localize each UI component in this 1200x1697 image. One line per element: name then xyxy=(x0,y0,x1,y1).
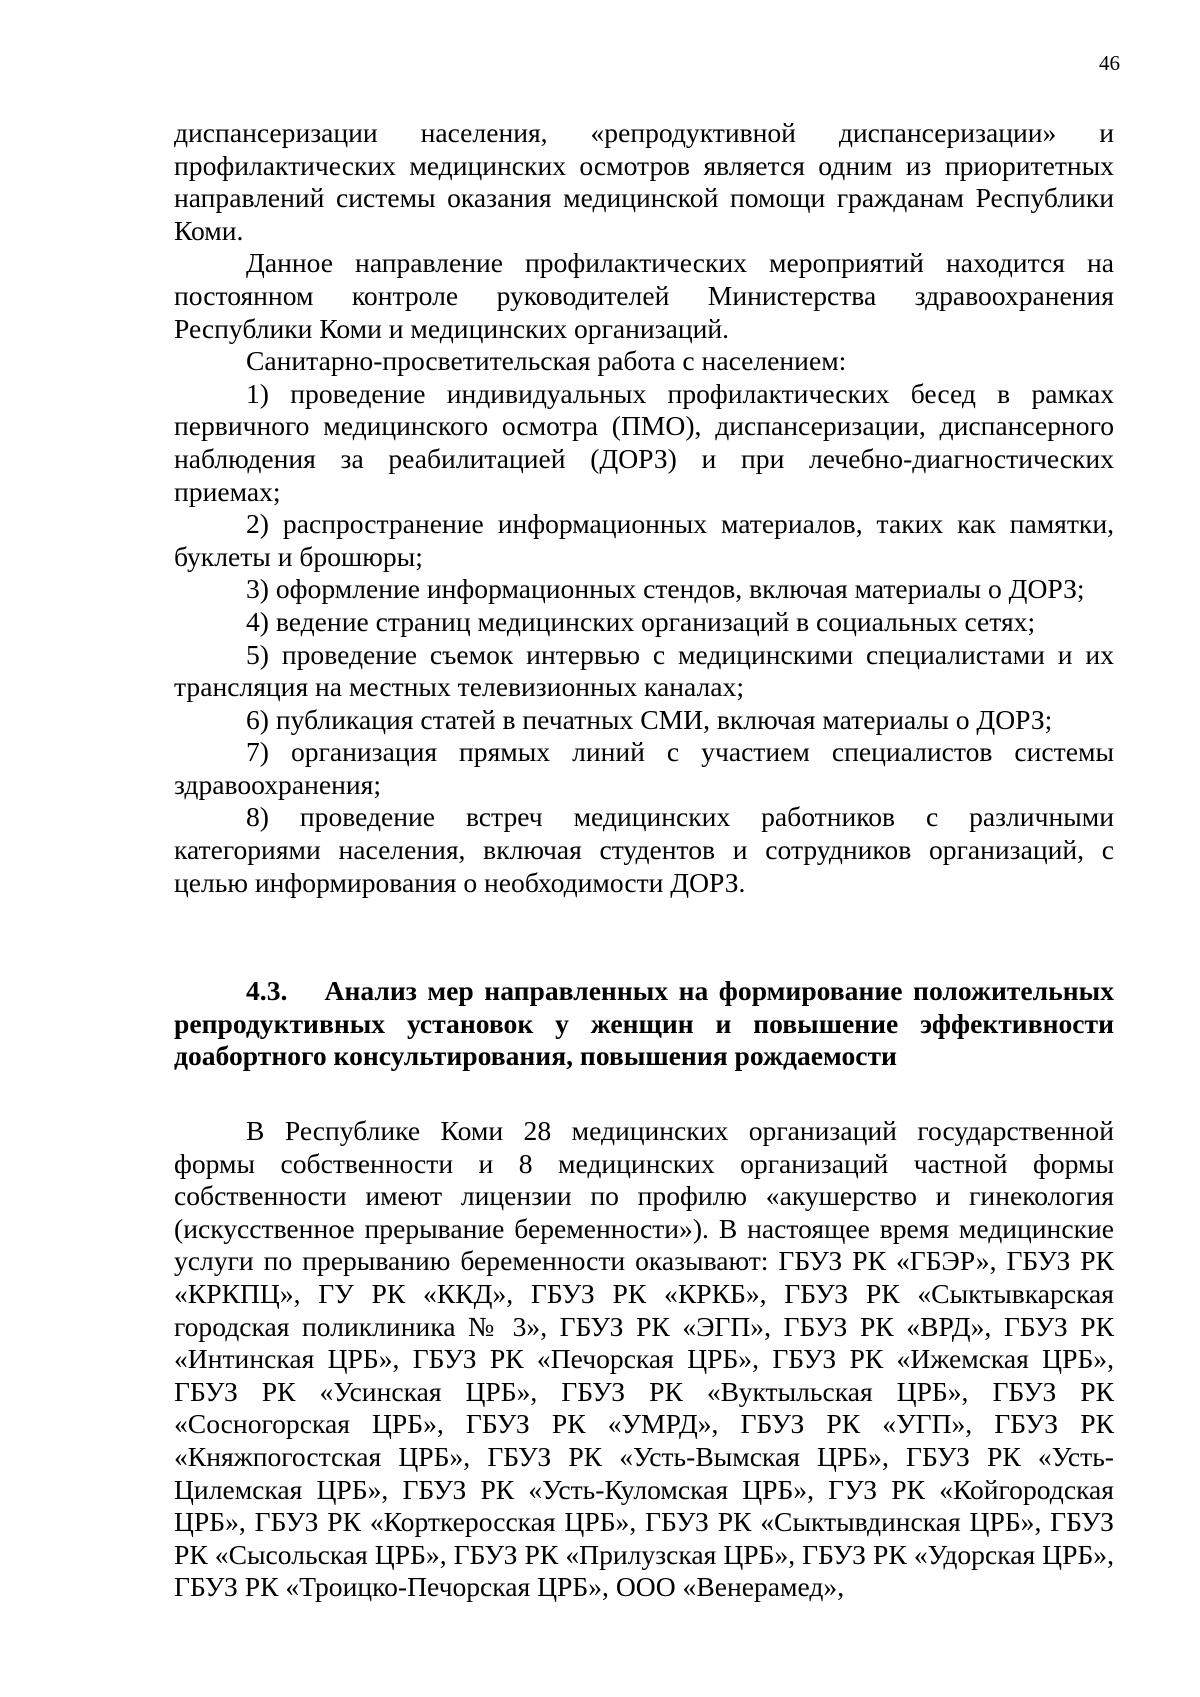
section-number: 4.3. xyxy=(246,975,288,1006)
list-item: 8) проведение встреч медицинских работников с различными категориями населения, включая студентов и сотрудников организаций, с целью информирования о необходимости ДОРЗ. xyxy=(174,801,1114,898)
body-text xyxy=(174,117,1114,899)
page-number: 46 xyxy=(1099,51,1120,75)
list-item: 2) распространение информационных материалов, таких как памятки, буклеты и брошюры; xyxy=(174,508,1114,572)
list-item: 5) проведение съемок интервью с медицинскими специалистами и их трансляция на местных телевизионных каналах; xyxy=(174,638,1114,703)
paragraph-continuation: диспансеризации населения, «репродуктивной диспансеризации» и профилактических медицинских осмотров является одним из приоритетных направлений системы оказания медицинской помощи гражданам Республики Коми. xyxy=(174,117,1114,246)
section-heading xyxy=(174,975,1114,1073)
list-item: 7) организация прямых линий с участием специалистов системы здравоохранения; xyxy=(174,736,1114,800)
list-item: 6) публикация статей в печатных СМИ, включая материалы о ДОРЗ; xyxy=(246,703,1053,735)
list-item: 3) оформление информационных стендов, включая материалы о ДОРЗ; xyxy=(246,573,1085,605)
section-title: Анализ мер направленных на формирование положительных репродуктивных установок у женщин и повышение эффективности доабортного консультирования, повышения рождаемости xyxy=(174,975,1114,1072)
list-item: 4) ведение страниц медицинских организаций в социальных сетях; xyxy=(246,605,1036,637)
list-item: 1) проведение индивидуальных профилактических бесед в рамках первичного медицинского осмотра (ПМО), диспансеризации, диспансерного наблюдения за реабилитацией (ДОРЗ) и при лечебно-диагностических приемах; xyxy=(174,377,1114,507)
paragraph: Данное направление профилактических мероприятий находится на постоянном контроле руководителей Министерства здравоохранения Республики Коми и медицинских организаций. xyxy=(174,247,1114,344)
paragraph: Санитарно-просветительская работа с населением: xyxy=(246,345,847,377)
section-heading-block xyxy=(174,975,1114,1073)
section-body-text xyxy=(174,1115,1114,1604)
paragraph: В Республике Коми 28 медицинских организаций государственной формы собственности и 8 медицинских организаций частной формы собственности имеют лицензии по профилю «акушерство и гинекология (искусственное прерывание беременности»). В настоящее время медицинские услуги по прерыванию беременности оказывают: ГБУЗ РК «ГБЭР», ГБУЗ РК «КРКПЦ», ГУ РК «ККД», ГБУЗ РК «КРКБ», ГБУЗ РК «Сыктывкарская городская поликлиника № 3», ГБУЗ РК «ЭГП», ГБУЗ РК «ВРД», ГБУЗ РК «Интинская ЦРБ», ГБУЗ РК «Печорская ЦРБ», ГБУЗ РК «Ижемская ЦРБ», ГБУЗ РК «Усинская ЦРБ», ГБУЗ РК «Вуктыльская ЦРБ», ГБУЗ РК «Сосногорская ЦРБ», ГБУЗ РК «УМРД», ГБУЗ РК «УГП», ГБУЗ РК «Княжпогостская ЦРБ», ГБУЗ РК «Усть-Вымская ЦРБ», ГБУЗ РК «Усть-Цилемская ЦРБ», ГБУЗ РК «Усть-Куломская ЦРБ», ГУЗ РК «Койгородская ЦРБ», ГБУЗ РК «Корткеросская ЦРБ», ГБУЗ РК «Сыктывдинская ЦРБ», ГБУЗ РК «Сысольская ЦРБ», ГБУЗ РК «Прилузская ЦРБ», ГБУЗ РК «Удорская ЦРБ», ГБУЗ РК «Троицко-Печорская ЦРБ», ООО «Венерамед», xyxy=(174,1115,1114,1603)
